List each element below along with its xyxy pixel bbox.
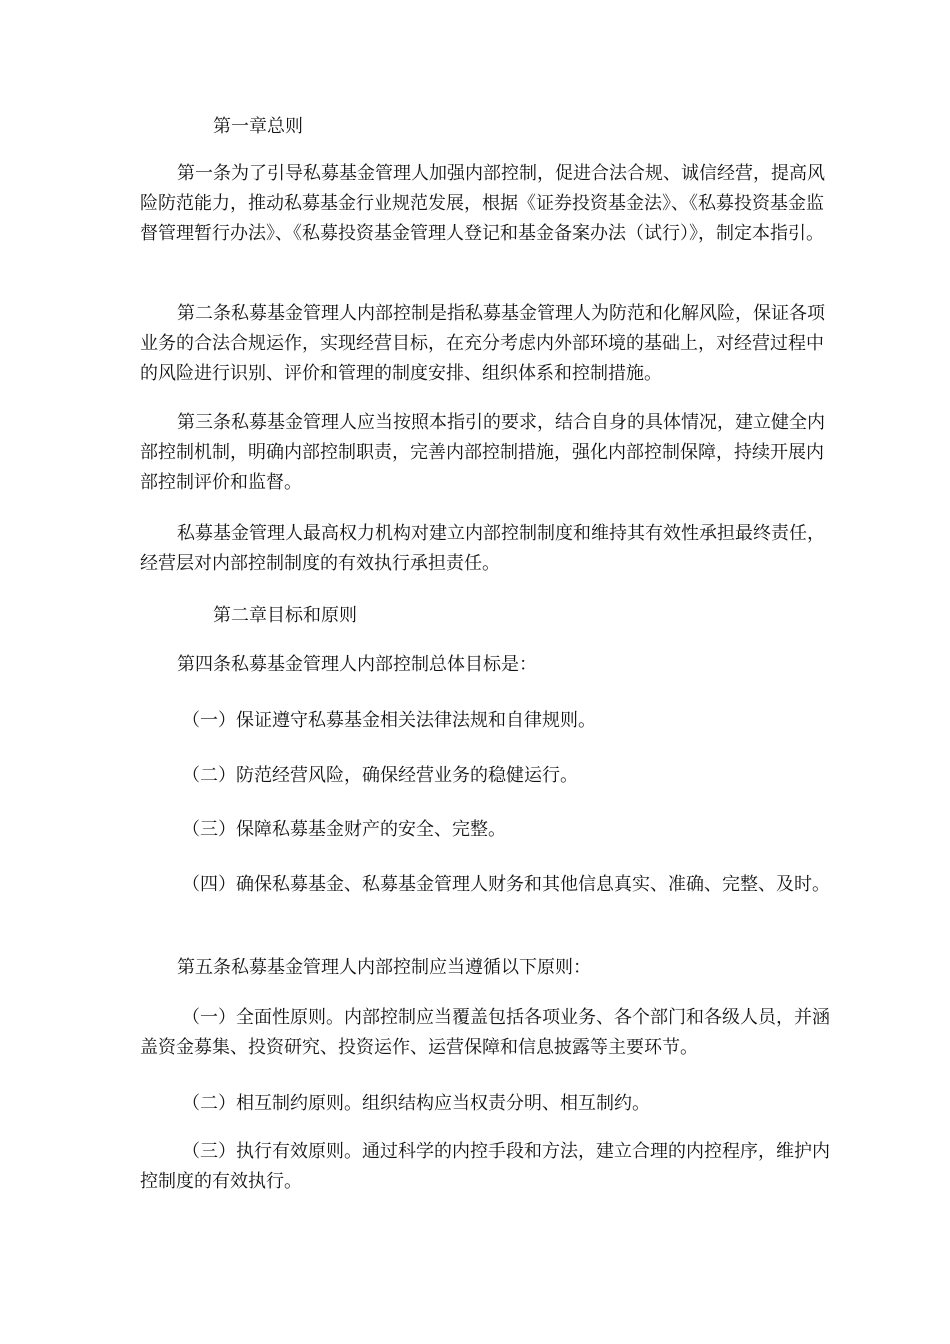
article-4-item-2: （二）防范经营风险，确保经营业务的稳健运行。 (182, 765, 578, 786)
article-5-item-1: （一）全面性原则。内部控制应当覆盖包括各项业务、各个部门和各级人员，并涵盖资金募集、投资研究、投资运作、运营保障和信息披露等主要环节。 (140, 1007, 830, 1058)
chapter-2-title: 第二章目标和原则 (213, 605, 357, 626)
article-2: 第二条私募基金管理人内部控制是指私募基金管理人为防范和化解风险，保证各项业务的合法合规运作，实现经营目标，在充分考虑内外部环境的基础上，对经营过程中的风险进行识别、评价和管理的制度安排、组织体系和控制措施。 (140, 303, 825, 384)
article-3: 第三条私募基金管理人应当按照本指引的要求，结合自身的具体情况，建立健全内部控制机制，明确内部控制职责，完善内部控制措施，强化内部控制保障，持续开展内部控制评价和监督。 (140, 412, 825, 493)
chapter-1-title: 第一章总则 (213, 116, 303, 137)
article-5-item-2: （二）相互制约原则。组织结构应当权责分明、相互制约。 (182, 1093, 650, 1114)
article-4-intro: 第四条私募基金管理人内部控制总体目标是： (177, 654, 537, 675)
article-3-paragraph-2: 私募基金管理人最高权力机构对建立内部控制制度和维持其有效性承担最终责任，经营层对内部控制制度的有效执行承担责任。 (140, 523, 825, 574)
article-4-item-4: （四）确保私募基金、私募基金管理人财务和其他信息真实、准确、完整、及时。 (182, 874, 830, 895)
article-5-intro: 第五条私募基金管理人内部控制应当遵循以下原则： (177, 957, 591, 978)
article-4-item-3: （三）保障私募基金财产的安全、完整。 (182, 819, 506, 840)
article-5-item-3: （三）执行有效原则。通过科学的内控手段和方法，建立合理的内控程序，维护内控制度的有效执行。 (140, 1141, 830, 1192)
article-1: 第一条为了引导私募基金管理人加强内部控制，促进合法合规、诚信经营，提高风险防范能力，推动私募基金行业规范发展，根据《证券投资基金法》、《私募投资基金监督管理暂行办法》、《私募投资基金管理人登记和基金备案办法（试行）》，制定本指引。 (140, 163, 825, 244)
article-4-item-1: （一）保证遵守私募基金相关法律法规和自律规则。 (182, 710, 596, 731)
